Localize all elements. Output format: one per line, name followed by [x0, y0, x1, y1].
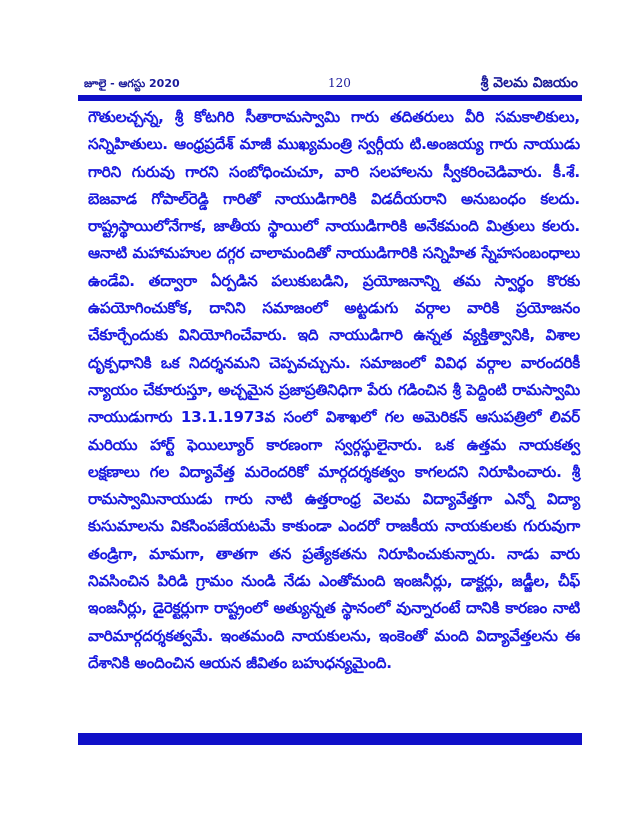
page-number: 120 [328, 76, 351, 90]
issue-date: జూలై - ఆగస్టు 2020 [84, 77, 180, 90]
article-paragraph: గౌతులచ్చన్న, శ్రీ కోటగిరి సీతారామస్వామి గారు తదితరులు వీరి సమకాలికులు, సన్నిహితులు. ఆంధ్రప్రదేశ్ మాజీ ముఖ్యమంత్రి స్వర్గీయ టి.అంజయ్య గారు నాయుడు గారిని గురువు గారని సంబోధించుచూ, వారి సలహాలను స్వీకరించెడివారు. కీ.శే. బెజవాడ గోపాల్‌రెడ్డి గారితో నాయుడిగారికి విడదీయరాని అనుబంధం కలదు. రాష్ట్రస్థాయిలోనేగాక, జాతీయ స్థాయిలో నాయుడిగారికి అనేకమంది మిత్రులు కలరు. ఆనాటి మహామహుల దగ్గర చాలామందితో నాయుడిగారికి సన్నిహిత స్నేహసంబంధాలు ఉండేవి. తద్వారా ఏర్పడిన పలుకుబడిని, ప్రయోజనాన్ని తమ స్వార్థం కొరకు ఉపయోగించుకోక, దానిని సమాజంలో అట్టడుగు వర్గాల వారికి ప్రయోజనం చేకూర్చేందుకు వినియోగించేవారు. ఇది నాయుడిగారి ఉన్నత వ్యక్తిత్వానికి, విశాల దృక్పధానికి ఒక నిదర్శనమని చెప్పవచ్చును. సమాజంలో వివిధ వర్గాల వారందరికీ న్యాయం చేకూరుస్తూ, అచ్చమైన ప్రజాప్రతినిధిగా పేరు గడించిన శ్రీ పెద్దింటి రామస్వామి నాయుడుగారు 13.1.1973వ సంలో విశాఖలో గల అమెరికన్ ఆసుపత్రిలో లివర్ మరియు హార్ట్ ఫెయిల్యూర్ కారణంగా స్వర్గస్థులైనారు. ఒక ఉత్తమ నాయకత్వ లక్షణాలు గల విద్యావేత్త మరెందరికో మార్గదర్శకత్వం కాగలదని నిరూపించారు. శ్రీ రామస్వామినాయుడు గారు నాటి ఉత్తరాంధ్ర వెలమ విద్యావేత్తగా ఎన్నో విద్యా కుసుమాలను వికసింపజేయటమే కాకుండా ఎందరో రాజకీయ నాయకులకు గురువుగా తండ్రిగా, మామగా, తాతగా తన ప్రత్యేకతను నిరూపించుకున్నారు. నాడు వారు నివసించిన పిరిడి గ్రామం నుండి నేడు ఎంతోమంది ఇంజనీర్లు, డాక్టర్లు, జడ్జీల, చీఫ్ ఇంజనీర్లు, డైరెక్టర్లుగా రాష్ట్రంలో అత్యున్నత స్థానంలో వున్నారంటే దానికి కారణం నాటి వారిమార్గదర్శకత్వమే. ఇంతమంది నాయకులను, ఇంకెంతో మంది విద్యావేత్తలను ఈ దేశానికి అందించిన ఆయన జీవితం బహుధన్యమైంది. [88, 108, 580, 672]
footer-divider [78, 733, 582, 745]
header-divider [78, 95, 582, 101]
magazine-title: శ్రీ వెలమ విజయం [480, 75, 578, 91]
page-header [78, 75, 582, 95]
